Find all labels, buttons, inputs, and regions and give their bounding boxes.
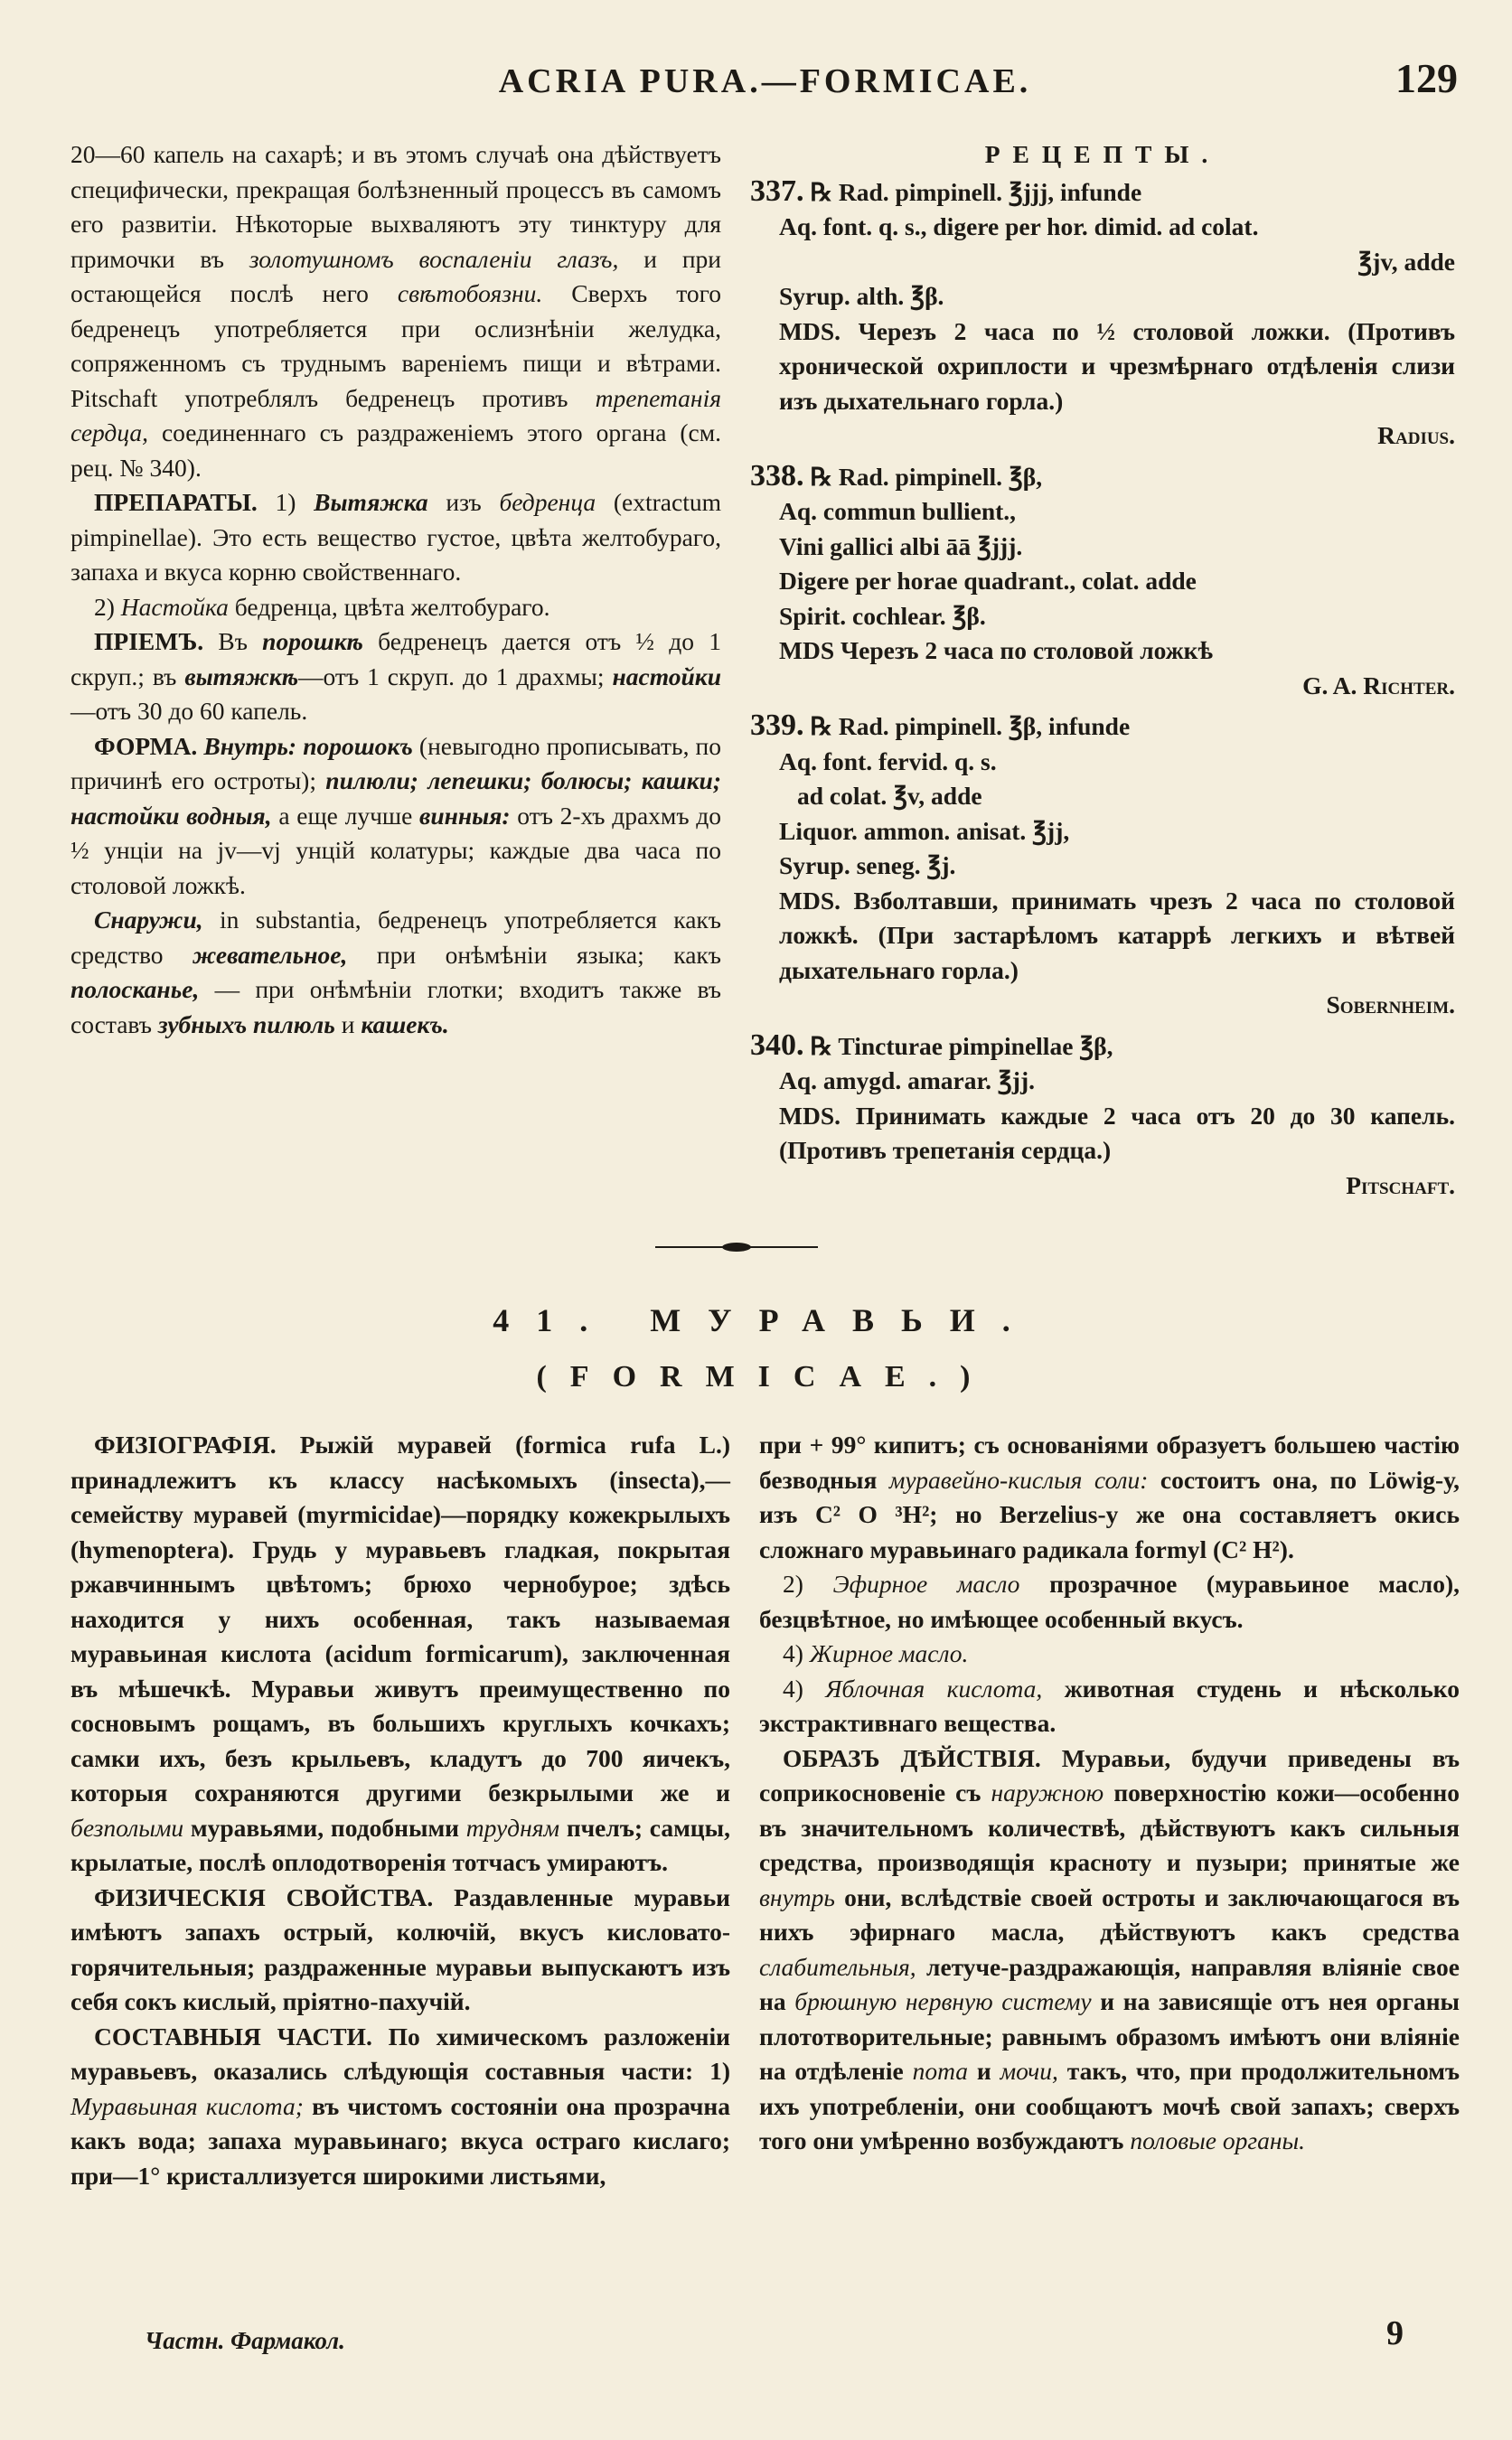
paragraph-components: СОСТАВНЫЯ ЧАСТИ. По химическомъ разложеніи муравьевъ, оказались слѣдующія составныя части: 1) Муравьиная кислота; въ чистомъ состояніи она прозрачна какъ вода; запаха муравьинаго; вкуса остраго кислаго; при—1° кристаллизуется широкими листьями,: [70, 2022, 731, 2190]
paragraph-preparation-2: 2) Настойка бедренца, цвѣта желтобураго.: [94, 592, 550, 621]
running-title: ACRIA PURA.—FORMICAE.: [498, 62, 1032, 100]
paragraph-tincture-use: 20—60 капель на сахарѣ; и въ этомъ случаѣ она дѣйствуетъ специфически, прекращая болѣзненный процессъ въ самомъ его развитіи. Нѣкоторые выхваляютъ эту тинктуру для примочки въ золотушномъ воспаленіи глазъ, и при остающейся послѣ него свѣтобоязни. Сверхъ того бедренецъ употребляется при ослизнѣніи желудка, сопряженномъ съ труднымъ вареніемъ пищи и вѣтрами. Pitschaft употреблялъ бедренецъ противъ трепетанія сердца, соединеннаго съ раздраженіемъ этого органа (см. рец. № 340).: [70, 140, 722, 482]
running-head: [72, 52, 1458, 107]
recipe-author: Radius.: [1377, 421, 1455, 449]
recipe-339: 339. ℞ Rad. pimpinell. ℥β, infunde Aq. font. fervid. q. s. ad colat. ℥v, adde Liquor. ammon. anisat. ℥jj, Syrup. seneg. ℥j. MDS. Взболтавши, принимать чрезъ 2 часа по столовой ложкѣ. (При застарѣломъ катаррѣ легкихъ и вѣтвей дыхательнаго горла.) Sobernheim.: [750, 709, 1455, 1023]
paragraph-formic-acid: при + 99° кипитъ; съ основаніями образуетъ большею частію безводныя муравейно-кислыя соли: состоитъ она, по Löwig-у, изъ C² O ³H²; но Berzelius-у же она составляетъ окись сложнаго муравьинаго радикала formyl (C² H²).: [759, 1431, 1460, 1563]
recipe-author: Pitschaft.: [1346, 1170, 1455, 1199]
left-column-top: [70, 137, 721, 1042]
sheet-number: 9: [1386, 2314, 1404, 2352]
paragraph-physiography: ФИЗІОГРАФІЯ. Рыжій муравей (formica rufa L.) принадлежитъ къ классу насѣкомыхъ (insecta),—семейству муравей (myrmicidae)—порядку кожекрылыхъ (hymenoptera). Грудь у муравьевъ гладкая, покрытая ржавчиннымъ цвѣтомъ; брюхо чернобурое; здѣсь находится у нихъ особенная, такъ называемая муравьиная кислота (acidum formicarum), заключенная въ мѣшечкѣ. Муравьи живутъ преимущественно по сосновымъ рощамъ, въ большихъ круглыхъ кочкахъ; самки ихъ, безъ крыльевъ, кладутъ до 700 яичекъ, которыя сохраняются другими безкрылыми же и безполыми муравьями, подобными трудням пчелъ; самцы, крылатые, послѣ оплодотворенія тотчасъ умираютъ.: [70, 1431, 731, 1876]
paragraph-external-use: Снаружи, in substantia, бедренецъ употребляется какъ средство жевательное, при онѣмѣніи языка; какъ полосканье, — при онѣмѣніи глотки; входитъ также въ составъ зубныхъ пилюль и кашекъ.: [70, 906, 722, 1038]
recipes-heading: РЕЦЕПТЫ.: [984, 140, 1221, 168]
paragraph-dosage: ПРІЕМЪ. Въ порошкѣ бедренецъ дается отъ ½ до 1 скруп.; въ вытяжкѣ—отъ 1 скруп. до 1 драхмы; настойки—отъ 30 до 60 капель.: [70, 627, 722, 725]
paragraph-fatty-oil: 4) Жирное масло.: [783, 1639, 969, 1667]
paragraph-preparations: ПРЕПАРАТЫ. 1) Вытяжка изъ бедренца (extractum pimpinellae). Это есть вещество густое, цвѣта желтобураго, запаха и вкуса корню свойственнаго.: [70, 488, 721, 586]
recipe-337: 337. ℞ Rad. pimpinell. ℥jjj, infunde Aq. font. q. s., digere per hor. dimid. ad colat. ℥jv, adde Syrup. alth. ℥β. MDS. Черезъ 2 часа по ½ столовой ложки. (Противъ хронической охриплости и чрезмѣрнаго отдѣленія слизи изъ дыхательнаго горла.) Radius.: [750, 174, 1455, 454]
paragraph-action: ОБРАЗЪ ДѢЙСТВІЯ. Муравьи, будучи приведены въ соприкосновеніе съ наружною поверхностію кожи—особенно въ значительномъ количествѣ, дѣйствуютъ какъ сильныя средства, производящія красноту и пузыри; принятые же внутрь они, вслѣдствіе своей остроты и заключающагося въ нихъ эфирнаго масла, дѣйствуютъ какъ средства слабительныя, летуче-раздражающія, направляя вліяніе свое на брюшную нервную систему и на зависящіе отъ нея органы плототворительные; равнымъ образомъ имѣютъ они вліяніе на отдѣленіе пота и мочи, такъ, что, при продолжительномъ ихъ употребленіи, они сообщаютъ мочѣ свой запахъ; сверхъ того они умѣренно возбуждаютъ половые органы.: [759, 1743, 1460, 2154]
section-title: 41. МУРАВЬИ.: [493, 1302, 1038, 1338]
recipe-number: 338.: [750, 458, 804, 493]
recipe-number: 339.: [750, 709, 804, 742]
left-column-bottom: [70, 1428, 730, 2193]
paragraph-malic-acid: 4) Яблочная кислота, животная студень и нѣсколько экстрактивнаго вещества.: [759, 1674, 1460, 1737]
recipe-340: 340. ℞ Tincturae pimpinellae ℥β, Aq. amygd. amarar. ℥jj. MDS. Принимать каждые 2 часа отъ 20 до 30 капель. (Противъ трепетанія сердца.) Pitschaft.: [750, 1028, 1455, 1204]
right-column-bottom: [759, 1428, 1460, 2159]
recipe-author: Sobernheim.: [1326, 990, 1455, 1018]
paragraph-form: ФОРМА. Внутрь: порошокъ (невыгодно прописывать, по причинѣ его остроты); пилюли; лепешки; болюсы; кашки; настойки водныя, а еще лучше винныя: отъ 2-хъ драхмъ до ½ унціи на jv—vj унцій колатуры; каждые два часа по столовой ложкѣ.: [70, 731, 722, 899]
recipe-number: 337.: [750, 174, 804, 208]
section-latin-title: (FORMICAE.): [536, 1360, 994, 1394]
recipe-author: G. A. Richter.: [1302, 671, 1455, 699]
paragraph-physical-properties: ФИЗИЧЕСКІЯ СВОЙСТВА. Раздавленные муравьи имѣютъ запахъ острый, колючій, вкусъ кисловато-горячительныя; раздраженные муравьи выпускаютъ изъ себя сокъ кислый, пріятно-пахучій.: [70, 1882, 730, 2015]
page-number: 129: [1395, 55, 1458, 101]
recipe-number: 340.: [750, 1028, 804, 1062]
recipes-column: [750, 137, 1455, 1208]
recipe-338: 338. ℞ Rad. pimpinell. ℥β, Aq. commun bullient., Vini gallici albi āā ℥jjj. Digere per horae quadrant., colat. adde Spirit. cochlear. ℥β. MDS Черезъ 2 часа по столовой ложкѣ G. A. Richter.: [750, 459, 1455, 704]
signature-mark: Частн. Фармакол.: [145, 2327, 345, 2354]
ornament-divider: [651, 1238, 822, 1256]
paragraph-essential-oil: 2) Эфирное масло прозрачное (муравьиное масло), безцвѣтное, но имѣющее особенный вкусъ.: [759, 1570, 1460, 1633]
